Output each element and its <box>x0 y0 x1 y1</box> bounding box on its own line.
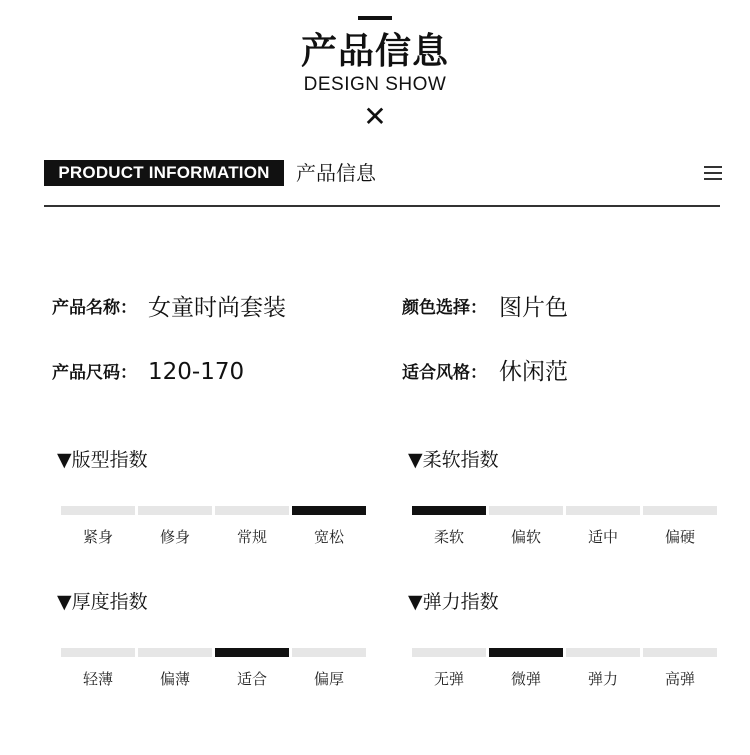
color-value: 图片色 <box>499 295 568 321</box>
banner-cn-label: 产品信息 <box>296 161 376 185</box>
thickness-scale-label: 偏厚 <box>313 670 344 688</box>
fit-scale-label: 宽松 <box>313 528 344 546</box>
elasticity-scale-label: 高弹 <box>664 670 695 688</box>
header-top-bar <box>358 16 392 20</box>
cross-icon: ✕ <box>363 100 387 133</box>
elasticity-index-title: ▼弹力指数 <box>408 591 499 613</box>
thickness-scale-segment <box>138 648 212 657</box>
thickness-index-title: ▼厚度指数 <box>57 591 148 613</box>
size-value: 120-170 <box>148 359 245 385</box>
thickness-scale-label: 偏薄 <box>159 670 190 688</box>
elasticity-scale-label: 无弹 <box>433 670 464 688</box>
softness-scale-segment <box>412 506 486 515</box>
fit-index-title: ▼版型指数 <box>57 449 148 471</box>
fit-scale-label: 紧身 <box>82 528 113 546</box>
fit-scale-segment <box>61 506 135 515</box>
page-subtitle: DESIGN SHOW <box>303 74 447 95</box>
thickness-scale-label: 适合 <box>236 670 267 688</box>
elasticity-scale-segment <box>566 648 640 657</box>
elasticity-scale-label: 微弹 <box>510 670 541 688</box>
softness-scale-label: 适中 <box>587 528 618 546</box>
thickness-scale-segment <box>215 648 289 657</box>
softness-scale-label: 偏软 <box>510 528 541 546</box>
section-divider <box>44 205 720 207</box>
elasticity-scale-segment <box>412 648 486 657</box>
menu-icon <box>704 166 722 180</box>
softness-scale-label: 偏硬 <box>664 528 695 546</box>
size-label: 产品尺码： <box>52 363 137 383</box>
style-label: 适合风格： <box>402 363 487 383</box>
softness-scale-segment <box>643 506 717 515</box>
fit-scale-label: 常规 <box>236 528 267 546</box>
fit-scale-segment <box>138 506 212 515</box>
thickness-scale-label: 轻薄 <box>82 670 113 688</box>
softness-index-title: ▼柔软指数 <box>408 449 499 471</box>
fit-scale-segment <box>292 506 366 515</box>
fit-scale-label: 修身 <box>159 528 190 546</box>
product-information-banner: PRODUCT INFORMATION <box>44 160 284 186</box>
thickness-scale-segment <box>292 648 366 657</box>
elasticity-scale-segment <box>643 648 717 657</box>
elasticity-scale-segment <box>489 648 563 657</box>
softness-scale-label: 柔软 <box>433 528 464 546</box>
style-value: 休闲范 <box>499 359 568 385</box>
elasticity-scale-label: 弹力 <box>587 670 618 688</box>
product-name-label: 产品名称： <box>52 298 137 318</box>
fit-scale-segment <box>215 506 289 515</box>
softness-scale-segment <box>566 506 640 515</box>
softness-scale-segment <box>489 506 563 515</box>
product-name-value: 女童时尚套装 <box>148 295 286 321</box>
page-title: 产品信息 <box>300 31 449 72</box>
thickness-scale-segment <box>61 648 135 657</box>
color-label: 颜色选择： <box>402 298 487 318</box>
